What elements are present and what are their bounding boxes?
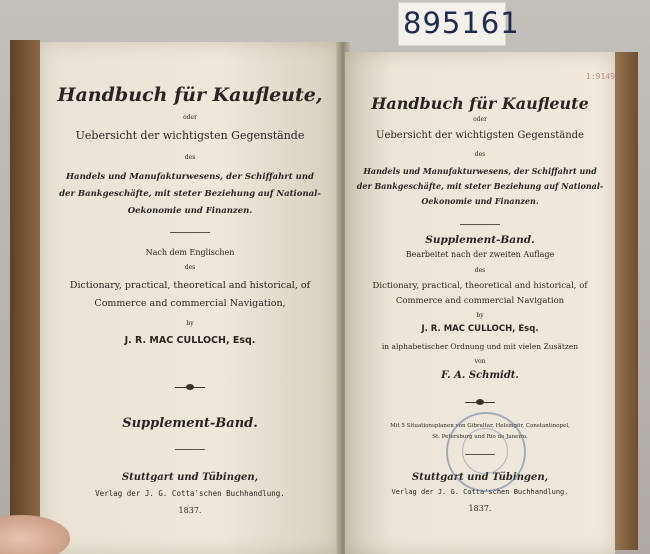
left-divider (170, 232, 210, 233)
left-cover-edge (10, 40, 40, 550)
right-order: in alphabetischer Ordnung und mit vielen Zusätzen (381, 342, 579, 351)
left-divider-2 (175, 449, 205, 450)
right-des2: des (474, 267, 486, 274)
right-ornament (465, 398, 495, 406)
library-stamp (446, 412, 526, 492)
right-author: J. R. MAC CULLOCH, Esq. (421, 324, 539, 334)
right-cover-edge (612, 52, 638, 550)
left-dict2: Commerce and commercial Navigation, (94, 298, 286, 309)
left-author: J. R. MAC CULLOCH, Esq. (124, 335, 256, 346)
right-dict2: Commerce and commercial Navigation (395, 296, 565, 306)
left-nach: Nach dem Englischen (145, 248, 235, 257)
left-oder: oder (183, 114, 197, 121)
right-title: Handbuch für Kaufleute (371, 94, 589, 113)
right-editor: F. A. Schmidt. (441, 370, 519, 381)
right-subtitle: Uebersicht der wichtigsten Gegenstände (376, 130, 584, 141)
left-by: by (186, 320, 194, 327)
left-page (40, 42, 340, 554)
right-von: von (474, 358, 486, 365)
left-volume: Supplement-Band. (122, 416, 258, 431)
left-title: Handbuch für Kaufleute, (57, 84, 323, 106)
right-plans2: St. Petersburg und Rio de Janeiro. (432, 434, 528, 440)
right-year: 1837. (468, 504, 492, 513)
left-des: des (184, 154, 196, 161)
right-dict1: Dictionary, practical, theoretical and historical, of (372, 281, 588, 291)
right-bearbeitet: Bearbeitet nach der zweiten Auflage (405, 250, 555, 259)
left-line2: der Bankgeschäfte, mit steter Beziehung auf National- (59, 189, 321, 199)
catalog-label (398, 2, 520, 46)
shelfmark-stamp: 1:9149 (586, 72, 615, 81)
right-plans1: Mit 5 Situationsplanen von Gibraltar, Helsingör, Constantinopel, (390, 423, 570, 429)
left-dict1: Dictionary, practical, theoretical and historical, of (69, 280, 311, 291)
right-divider (460, 224, 500, 225)
right-publisher: Verlag der J. G. Cotta'schen Buchhandlung. (391, 488, 569, 496)
left-line1: Handels und Manufakturwesens, der Schiffahrt und (66, 172, 314, 182)
left-line3: Oekonomie und Finanzen. (127, 206, 253, 216)
right-place: Stuttgart und Tübingen, (411, 472, 549, 483)
catalog-number: 895161 (403, 6, 520, 40)
right-volume: Supplement-Band. (425, 234, 535, 246)
right-by: by (476, 312, 484, 319)
left-year: 1837. (178, 506, 202, 515)
right-des: des (474, 151, 486, 158)
left-des2: des (184, 264, 196, 271)
right-line1: Handels und Manufakturwesens, der Schiffahrt und (363, 166, 597, 176)
left-ornament (175, 383, 205, 391)
right-line3: Oekonomie und Finanzen. (421, 196, 539, 206)
holding-finger (0, 515, 70, 554)
right-oder: oder (473, 116, 487, 123)
left-subtitle: Uebersicht der wichtigsten Gegenstände (75, 129, 305, 142)
left-place: Stuttgart und Tübingen, (121, 472, 259, 483)
left-publisher: Verlag der J. G. Cotta'schen Buchhandlung. (95, 489, 285, 498)
right-line2: der Bankgeschäfte, mit steter Beziehung auf National- (356, 181, 604, 191)
